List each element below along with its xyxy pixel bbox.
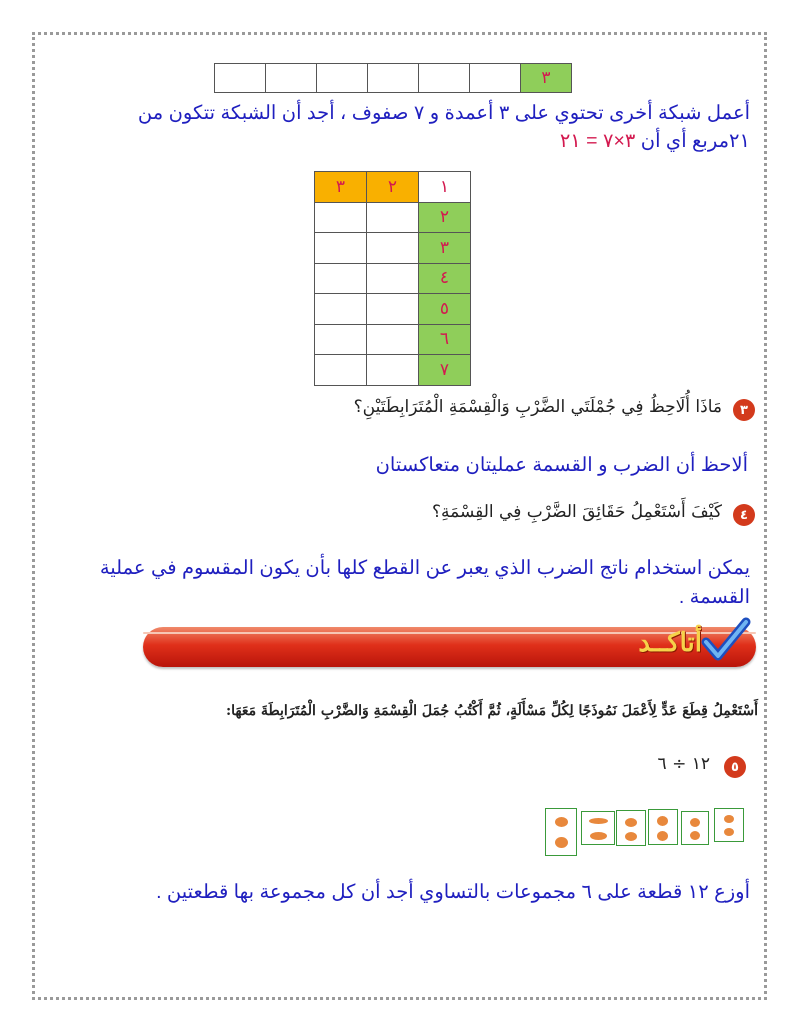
grid-row-label: ٤ [419, 263, 471, 294]
counter-group [648, 809, 678, 845]
grid-row-label: ٧ [419, 355, 471, 386]
banner-title: أتاكــد [638, 628, 702, 658]
strip-cell [317, 64, 368, 93]
grid-row-label: ٢ [419, 202, 471, 233]
grid-cell [367, 233, 419, 264]
counter-group [714, 808, 744, 842]
grid-cell [315, 263, 367, 294]
grid-cell [315, 294, 367, 325]
counter-piece [690, 831, 700, 840]
counter-group [681, 811, 709, 845]
question-number-badge: ٣ [733, 399, 755, 421]
counter-piece [590, 832, 607, 840]
grid-header-cell: ٣ [315, 172, 367, 203]
counter-piece [657, 816, 668, 826]
strip-cell [368, 64, 419, 93]
answer-line: يمكن استخدام ناتج الضرب الذي يعبر عن القطع كلها بأن يكون المقسوم في عملية [99, 557, 750, 579]
grid-cell [367, 294, 419, 325]
grid-row-label: ٦ [419, 324, 471, 355]
answer-4 [30, 554, 750, 612]
counter-piece [657, 831, 668, 841]
equation: ٣×٧ = ٢١ [559, 130, 636, 152]
strip-cell [266, 64, 317, 93]
grid-cell [367, 355, 419, 386]
checkmark-icon [700, 616, 752, 666]
top-strip-grid [214, 63, 572, 93]
strip-cell [470, 64, 521, 93]
paragraph-text: ٢١مربع أي أن [635, 130, 750, 152]
division-expression: ١٢ ÷ ٦ [657, 754, 710, 774]
grid-cell [315, 233, 367, 264]
counter-group [545, 808, 577, 856]
question-number-badge: ٥ [724, 756, 746, 778]
answer-3: ألاحظ أن الضرب و القسمة عمليتان متعاكستان [375, 454, 748, 476]
grid-cell [315, 324, 367, 355]
strip-cell-highlight: ٣ [521, 64, 572, 93]
grid-cell [367, 324, 419, 355]
grid-cell [315, 355, 367, 386]
counter-piece [555, 817, 568, 827]
counter-piece [724, 815, 734, 823]
strip-cell [419, 64, 470, 93]
counter-piece [625, 832, 637, 841]
counter-group [616, 810, 646, 846]
paragraph-line [30, 127, 750, 155]
counter-piece [724, 828, 734, 836]
paragraph-line: أعمل شبكة أخرى تحتوي على ٣ أعمدة و ٧ صفوف ، أجد أن الشبكة تتكون من [137, 102, 750, 124]
question-3-text: مَاذَا أُلَاحِظُ فِي جُمْلَتَي الضَّرْبِ وَالْقِسْمَةِ الْمُتَرَابِطَتَيْنِ؟ [353, 397, 722, 417]
grid-row-label: ٥ [419, 294, 471, 325]
grid-row-label: ٣ [419, 233, 471, 264]
answer-line: القسمة . [678, 586, 750, 608]
multiplication-grid [314, 171, 471, 386]
counter-piece [690, 818, 700, 827]
instruction-text: أَسْتَعْمِلُ قِطَعَ عَدٍّ لِأَعْمَلَ نَمُوذَجًا لِكُلِّ مَسْأَلَةٍ، ثُمَّ أَكْتُبُ جُمَلَ الْقِسْمَةِ وَالضَّرْبِ الْمُتَرَابِطَةَ مَعَهَا: [225, 703, 758, 719]
question-4-text: كَيْفَ أَسْتَعْمِلُ حَقَائِقَ الضَّرْبِ فِي القِسْمَةِ؟ [432, 502, 722, 522]
counter-piece [625, 818, 637, 827]
question-number-badge: ٤ [733, 504, 755, 526]
counter-piece [589, 818, 608, 824]
answer-5: أوزع ١٢ قطعة على ٦ مجموعات بالتساوي أجد أن كل مجموعة بها قطعتين . [156, 881, 750, 903]
grid-cell [367, 263, 419, 294]
counter-piece [555, 837, 568, 848]
grid-header-cell: ٢ [367, 172, 419, 203]
grid-cell [367, 202, 419, 233]
paragraph-grid-explanation [30, 99, 750, 155]
grid-header-cell: ١ [419, 172, 471, 203]
strip-cell [215, 64, 266, 93]
counter-group [581, 811, 615, 845]
grid-cell [315, 202, 367, 233]
